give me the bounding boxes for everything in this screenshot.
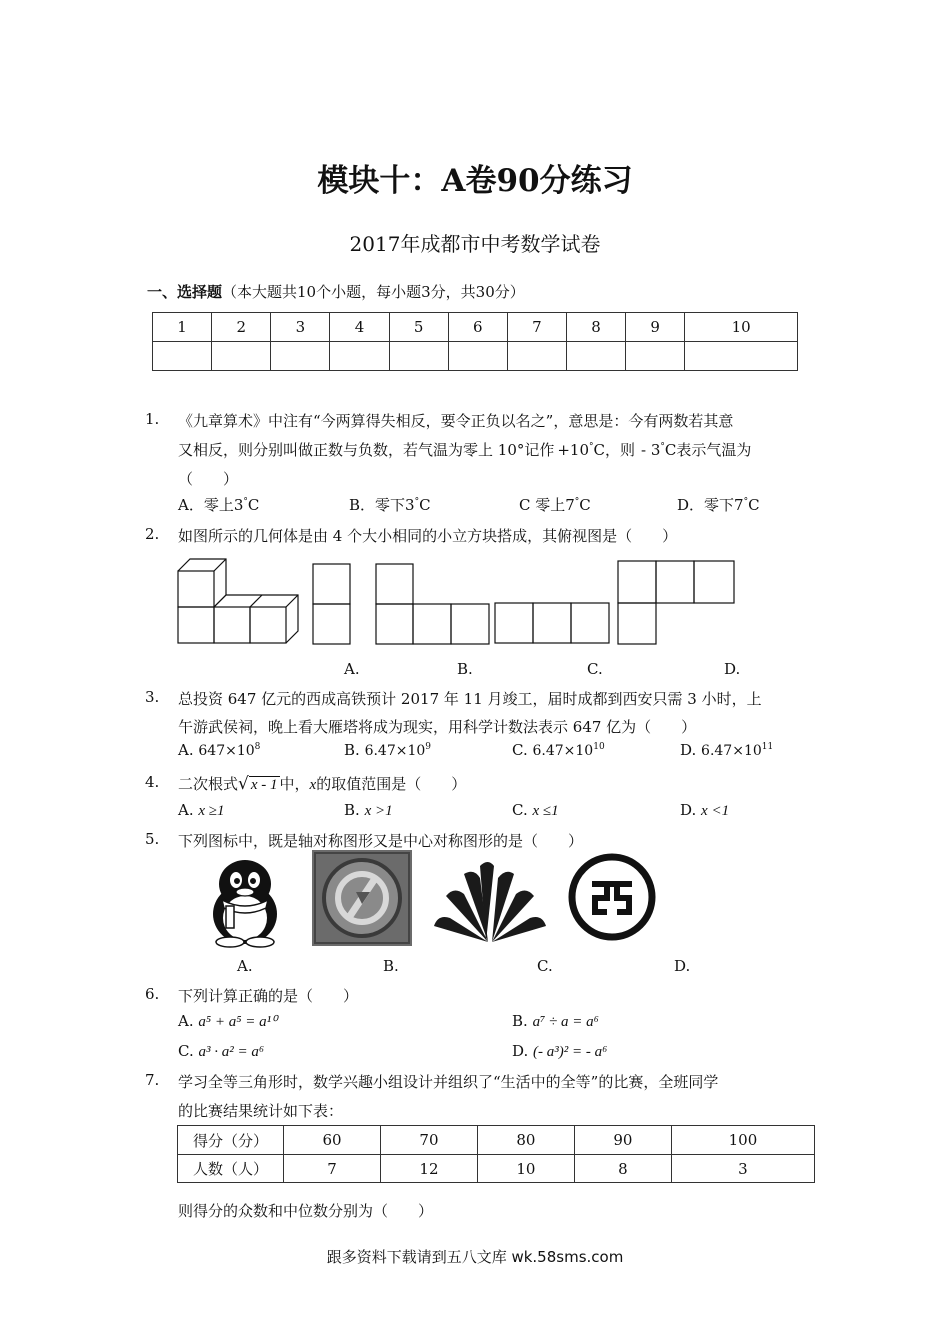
q4-number: 4. bbox=[145, 773, 160, 791]
q3-option-d-value: 6.47×10 bbox=[701, 743, 762, 759]
answer-cell[interactable] bbox=[448, 342, 507, 371]
answer-grid-header: 5 bbox=[389, 313, 448, 342]
q1-line2-text: 又相反，则分别叫做正数与负数，若气温为零上 10°记作 bbox=[178, 441, 555, 459]
q6-option-b-value: a⁷ ÷ a = a⁶ bbox=[532, 1014, 599, 1030]
q1-temp-pos: +10 bbox=[557, 441, 590, 459]
q2-label-c: C. bbox=[587, 660, 603, 678]
answer-grid-header: 1 bbox=[153, 313, 212, 342]
view-option-c[interactable] bbox=[494, 602, 612, 644]
q3-option-c[interactable] bbox=[512, 741, 605, 759]
q1-temp-neg: - 3 bbox=[641, 441, 661, 459]
q3-option-d-label: D. bbox=[680, 741, 697, 759]
q4-option-c-label: C. bbox=[512, 801, 528, 819]
q1-option-a-unit: C bbox=[247, 496, 260, 514]
score-cell: 60 bbox=[284, 1126, 381, 1155]
q3-option-d-exp: 11 bbox=[761, 742, 774, 752]
count-cell: 人数（人） bbox=[178, 1155, 284, 1183]
q3-line2: 午游武侯祠，晚上看大雁塔将成为现实，用科学计数法表示 647 亿为（ ） bbox=[178, 718, 697, 736]
answer-cell[interactable] bbox=[153, 342, 212, 371]
q4-option-b-label: B. bbox=[344, 801, 360, 819]
q6-option-a-value: a⁵ + a⁵ = a¹⁰ bbox=[198, 1014, 278, 1030]
q3-option-c-exp: 10 bbox=[593, 742, 605, 752]
bank-logo-icon[interactable] bbox=[567, 852, 657, 942]
q5-label-d: D. bbox=[674, 957, 691, 975]
q1-line2-end: C表示气温为 bbox=[664, 441, 752, 459]
q4-option-a-value: x ≥1 bbox=[198, 803, 225, 819]
answer-grid-header: 2 bbox=[212, 313, 271, 342]
q4-text-c: 的取值范围是（ ） bbox=[316, 775, 467, 793]
q3-option-a-exp: 8 bbox=[254, 742, 261, 752]
q1-option-b-value: 3 bbox=[405, 496, 415, 514]
q3-option-a-label: A. bbox=[178, 741, 194, 759]
view-option-b[interactable] bbox=[375, 563, 491, 645]
q4-text-b: 中， bbox=[279, 775, 310, 793]
answer-cell[interactable] bbox=[566, 342, 625, 371]
q1-option-b[interactable]: B．零下3°C bbox=[349, 496, 431, 514]
q1-option-c-unit: C bbox=[579, 496, 591, 514]
q4-text bbox=[178, 773, 466, 794]
q4-var: x bbox=[309, 777, 317, 793]
q2-label-a: A. bbox=[344, 660, 360, 678]
count-row bbox=[178, 1155, 815, 1183]
q3-option-b-exp: 9 bbox=[425, 742, 432, 752]
q6-option-d[interactable] bbox=[512, 1042, 607, 1061]
q7-line2: 的比赛结果统计如下表： bbox=[178, 1102, 344, 1120]
section-label: 一、选择题 bbox=[147, 283, 223, 301]
section-note: （本大题共10个小题，每小题3分，共30分） bbox=[222, 283, 525, 301]
q2-label-b: B. bbox=[457, 660, 473, 678]
score-cell: 得分（分） bbox=[178, 1126, 284, 1155]
answer-grid-header-row bbox=[153, 313, 798, 342]
q4-option-a[interactable] bbox=[178, 801, 225, 820]
q6-number: 6. bbox=[145, 985, 160, 1003]
q1-option-c[interactable]: C 零上7°C bbox=[519, 496, 591, 514]
q1-paren: （ ） bbox=[178, 470, 239, 488]
huawei-logo-icon[interactable] bbox=[430, 856, 550, 948]
q1-option-c-label: C 零上 bbox=[519, 496, 566, 514]
q4-option-b-value: x >1 bbox=[364, 803, 393, 819]
q1-number: 1. bbox=[145, 410, 160, 428]
q1-option-b-label: B．零下 bbox=[349, 496, 406, 514]
q1-option-a-label: A．零上 bbox=[178, 496, 234, 514]
footer-link[interactable]: 跟多资料下载请到五八文库 wk.58sms.com bbox=[326, 1248, 624, 1266]
q7-number: 7. bbox=[145, 1071, 160, 1089]
q4-text-a: 二次根式 bbox=[178, 775, 239, 793]
count-cell: 7 bbox=[284, 1155, 381, 1183]
q2-text: 如图所示的几何体是由 4 个大小相同的小立方块搭成，其俯视图是（ ） bbox=[178, 527, 678, 545]
score-table bbox=[177, 1125, 815, 1183]
q6-option-b[interactable] bbox=[512, 1012, 599, 1031]
view-option-d[interactable] bbox=[617, 560, 737, 646]
q4-option-d-value: x <1 bbox=[701, 803, 730, 819]
q1-option-c-value: 7 bbox=[565, 496, 575, 514]
q6-option-d-label: D. bbox=[512, 1042, 529, 1060]
answer-grid-blank-row bbox=[153, 342, 798, 371]
score-cell: 70 bbox=[380, 1126, 477, 1155]
q6-option-b-label: B. bbox=[512, 1012, 528, 1030]
disc-logo-icon[interactable] bbox=[312, 850, 412, 946]
q6-text: 下列计算正确的是（ ） bbox=[178, 987, 359, 1005]
count-cell: 8 bbox=[574, 1155, 671, 1183]
answer-grid-header: 3 bbox=[271, 313, 330, 342]
q3-option-b-value: 6.47×10 bbox=[364, 743, 426, 759]
answer-cell[interactable] bbox=[271, 342, 330, 371]
q6-option-c-value: a³ · a² = a⁶ bbox=[198, 1044, 265, 1060]
q6-option-a[interactable] bbox=[178, 1012, 277, 1031]
q1-option-b-unit: C bbox=[419, 496, 431, 514]
q1-option-d-unit: C bbox=[748, 496, 760, 514]
q4-option-d[interactable] bbox=[680, 801, 729, 820]
q4-option-c-value: x ≤1 bbox=[532, 803, 559, 819]
q1-line2: 又相反，则分别叫做正数与负数，若气温为零上 10°记作 +10°C，则 - 3°C表示气温为 bbox=[178, 441, 752, 459]
q1-option-d-value: 7 bbox=[734, 496, 744, 514]
q3-option-d[interactable] bbox=[680, 741, 773, 759]
q3-option-a[interactable] bbox=[178, 741, 260, 759]
q6-option-c[interactable] bbox=[178, 1042, 264, 1061]
q6-option-a-label: A. bbox=[178, 1012, 194, 1030]
q4-option-b[interactable] bbox=[344, 801, 393, 820]
answer-cell[interactable] bbox=[685, 342, 798, 371]
answer-grid bbox=[152, 312, 798, 371]
q3-option-b[interactable] bbox=[344, 741, 431, 759]
view-option-a[interactable] bbox=[312, 563, 352, 645]
q3-line1: 总投资 647 亿元的西成高铁预计 2017 年 11 月竣工，届时成都到西安只需 3 小时，上 bbox=[178, 690, 762, 708]
q3-option-b-label: B. bbox=[344, 741, 360, 759]
solid-figure bbox=[176, 555, 306, 647]
q1-line1: 《九章算术》中注有“今两算得失相反，要令正负以名之”，意思是：今有两数若其意 bbox=[178, 412, 734, 430]
section-heading bbox=[147, 281, 525, 302]
q5-text: 下列图标中，既是轴对称图形又是中心对称图形的是（ ） bbox=[178, 832, 584, 850]
answer-cell[interactable] bbox=[212, 342, 271, 371]
score-cell: 80 bbox=[477, 1126, 574, 1155]
q7-after: 则得分的众数和中位数分别为（ ） bbox=[178, 1202, 434, 1220]
exam-subtitle: 2017年成都市中考数学试卷 bbox=[349, 232, 601, 256]
q6-option-c-label: C. bbox=[178, 1042, 194, 1060]
q4-option-a-label: A. bbox=[178, 801, 194, 819]
penguin-icon[interactable] bbox=[200, 856, 290, 946]
answer-grid-header: 9 bbox=[626, 313, 685, 342]
q1-option-a[interactable]: A．零上3°C bbox=[178, 496, 260, 514]
q5-label-a: A. bbox=[237, 957, 253, 975]
answer-grid-header: 8 bbox=[566, 313, 625, 342]
q2-number: 2. bbox=[145, 525, 160, 543]
score-row bbox=[178, 1126, 815, 1155]
sqrt-sign: √ bbox=[238, 774, 249, 794]
answer-grid-header: 10 bbox=[685, 313, 798, 342]
q6-option-d-value: (- a³)² = - a⁶ bbox=[533, 1044, 608, 1060]
q5-label-b: B. bbox=[383, 957, 399, 975]
count-cell: 12 bbox=[380, 1155, 477, 1183]
q5-number: 5. bbox=[145, 830, 160, 848]
q4-option-d-label: D. bbox=[680, 801, 697, 819]
score-cell: 100 bbox=[671, 1126, 814, 1155]
answer-grid-header: 6 bbox=[448, 313, 507, 342]
q3-number: 3. bbox=[145, 688, 160, 706]
count-cell: 3 bbox=[671, 1155, 814, 1183]
q7-line1: 学习全等三角形时，数学兴趣小组设计并组织了“生活中的全等”的比赛，全班同学 bbox=[178, 1073, 719, 1091]
answer-cell[interactable] bbox=[507, 342, 566, 371]
answer-grid-header: 4 bbox=[330, 313, 389, 342]
q1-option-d-label: D．零下 bbox=[677, 496, 735, 514]
q3-option-c-label: C. bbox=[512, 741, 528, 759]
count-cell: 10 bbox=[477, 1155, 574, 1183]
q3-option-c-value: 6.47×10 bbox=[532, 743, 594, 759]
q1-option-d[interactable]: D．零下7°C bbox=[677, 496, 760, 514]
q4-radicand: x - 1 bbox=[250, 777, 278, 793]
q1-line2-mid: C，则 bbox=[593, 441, 635, 459]
q2-label-d: D. bbox=[724, 660, 741, 678]
q1-option-a-value: 3 bbox=[233, 496, 244, 514]
answer-grid-header: 7 bbox=[507, 313, 566, 342]
score-cell: 90 bbox=[574, 1126, 671, 1155]
q3-option-a-value: 647×10 bbox=[198, 743, 255, 759]
answer-cell[interactable] bbox=[626, 342, 685, 371]
answer-cell[interactable] bbox=[330, 342, 389, 371]
q5-label-c: C. bbox=[537, 957, 553, 975]
page-title: 模块十：A卷90分练习 bbox=[317, 163, 633, 199]
answer-cell[interactable] bbox=[389, 342, 448, 371]
q4-option-c[interactable] bbox=[512, 801, 559, 820]
